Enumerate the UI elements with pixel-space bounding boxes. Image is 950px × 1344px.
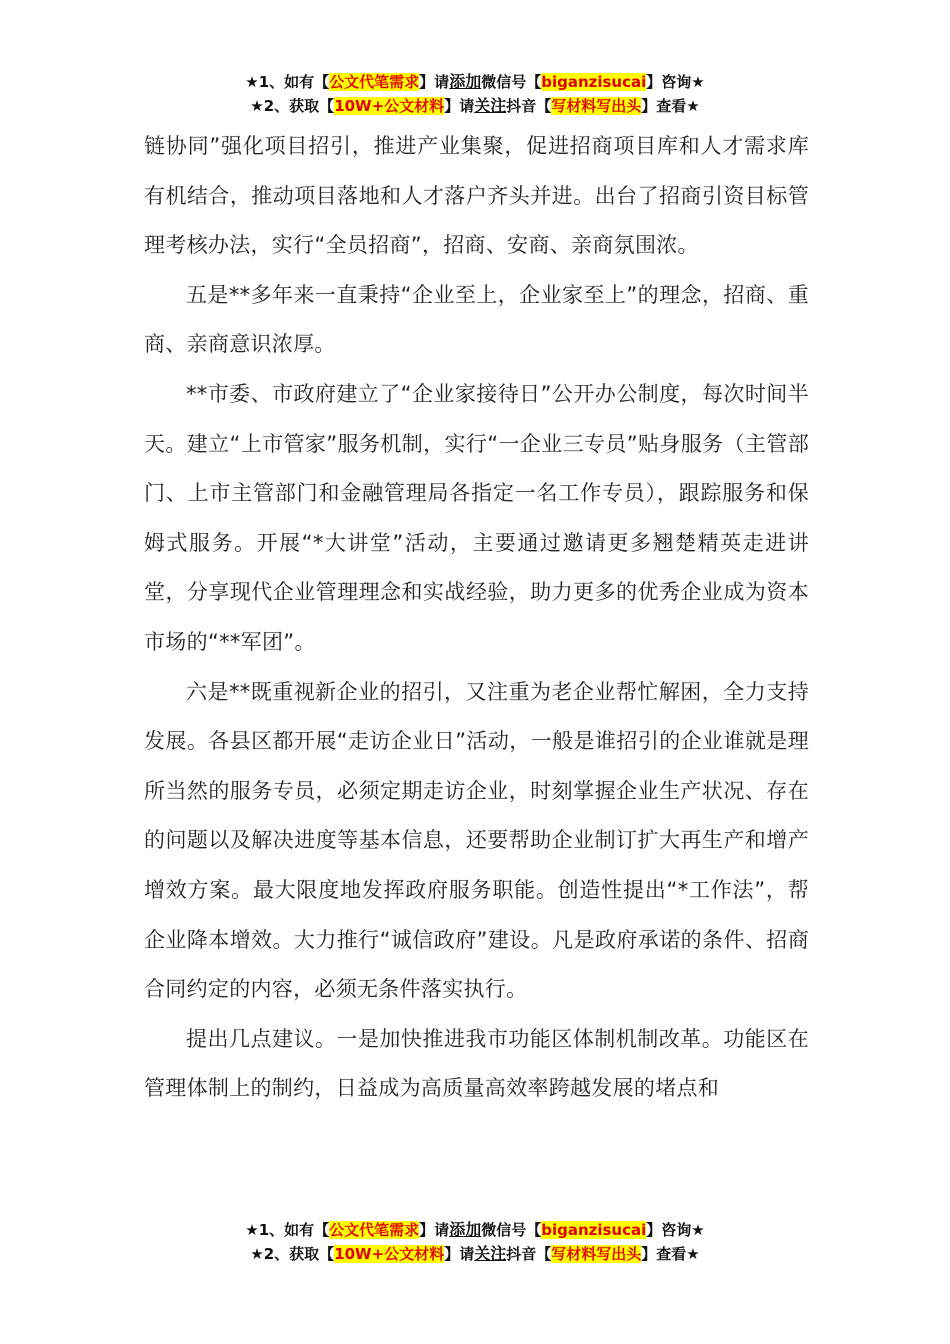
highlight-text: 写材料写出头	[551, 1245, 642, 1263]
footer-banner	[0, 1218, 950, 1266]
paragraph: 六是**既重视新企业的招引，又注重为老企业帮忙解困，全力支持发展。各县区都开展“走访企业日”活动，一般是谁招引的企业谁就是理所当然的服务专员，必须定期走访企业，时刻掌握企业生产状况、存在的问题以及解决进度等基本信息，还要帮助企业制订扩大再生产和增产增效方案。最大限度地发挥政府服务职能。创造性提出“*工作法”，帮企业降本增效。大力推行“诚信政府”建设。凡是政府承诺的条件、招商合同约定的内容，必须无条件落实执行。	[144, 679, 809, 1002]
highlight-text: biganzisucai	[541, 1221, 647, 1239]
highlight-text: biganzisucai	[541, 73, 647, 91]
underlined-text: 关注	[474, 1244, 507, 1263]
paragraph: **市委、市政府建立了“企业家接待日”公开办公制度，每次时间半天。建立“上市管家”服务机制，实行“一企业三专员”贴身服务（主管部门、上市主管部门和金融管理局各指定一名工作专员），跟踪服务和保姆式服务。开展“*大讲堂”活动，主要通过邀请更多翘楚精英走进讲堂，分享现代企业管理理念和实战经验，助力更多的优秀企业成为资本市场的“**军团”。	[144, 381, 809, 654]
underlined-text: 添加	[449, 72, 482, 91]
highlight-text: 公文代笔需求	[329, 1221, 420, 1239]
underlined-text: 添加	[449, 1220, 482, 1239]
paragraph: 链协同”强化项目招引，推进产业集聚，促进招商项目库和人才需求库有机结合，推动项目落地和人才落户齐头并进。出台了招商引资目标管理考核办法，实行“全员招商”，招商、安商、亲商氛围浓。	[144, 134, 809, 258]
banner-line-2: ★2、获取【10W+公文材料】请关注抖音【写材料写出头】查看★	[250, 1244, 700, 1263]
paragraph: 提出几点建议。一是加快推进我市功能区体制机制改革。功能区在管理体制上的制约，日益成为高质量高效率跨越发展的堵点和	[144, 1026, 809, 1101]
highlight-text: 10W+公文材料	[334, 97, 445, 115]
document-body	[144, 122, 809, 1114]
highlight-text: 写材料写出头	[551, 97, 642, 115]
highlight-text: 10W+公文材料	[334, 1245, 445, 1263]
highlight-text: 公文代笔需求	[329, 73, 420, 91]
paragraph: 五是**多年来一直秉持“企业至上，企业家至上”的理念，招商、重商、亲商意识浓厚。	[144, 282, 809, 357]
banner-line-2: ★2、获取【10W+公文材料】请关注抖音【写材料写出头】查看★	[250, 96, 700, 115]
banner-line-1: ★1、如有【公文代笔需求】请添加微信号【biganzisucai】咨询★	[245, 72, 705, 91]
underlined-text: 关注	[474, 96, 507, 115]
header-banner	[0, 70, 950, 118]
banner-line-1: ★1、如有【公文代笔需求】请添加微信号【biganzisucai】咨询★	[245, 1220, 705, 1239]
